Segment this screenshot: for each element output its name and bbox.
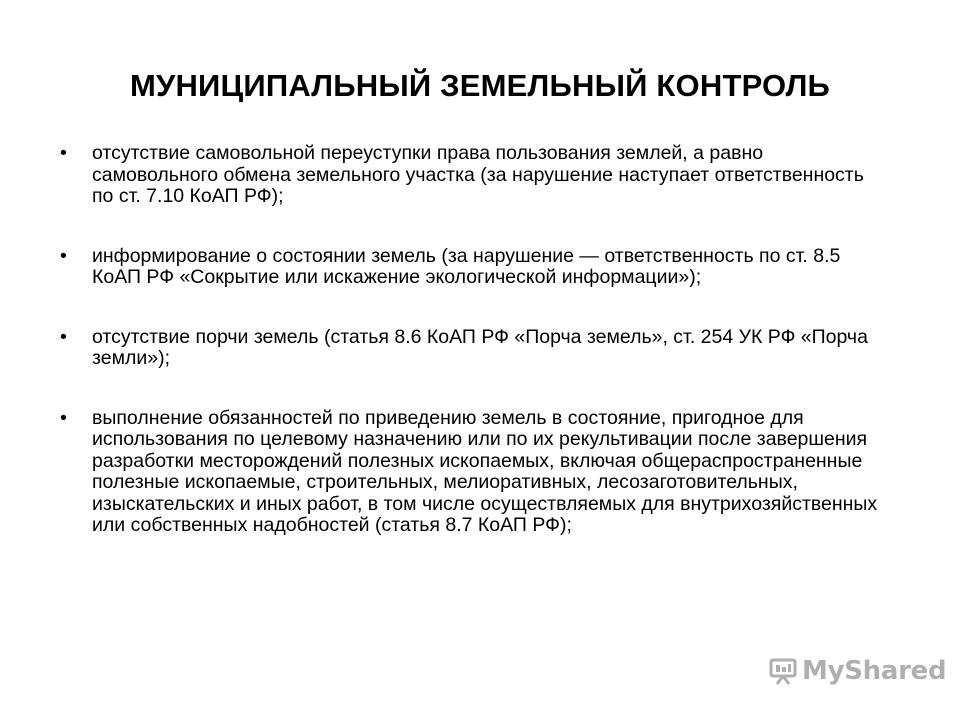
bullet-text: информирование о состоянии земель (за нарушение — ответственность по ст. 8.5 КоАП РФ «Сокрытие или искажение экологической информации»); xyxy=(92,244,841,288)
projector-screen-icon xyxy=(768,656,798,686)
bullet-item xyxy=(60,408,890,537)
bullet-marker: • xyxy=(60,244,67,267)
bullet-list xyxy=(60,143,890,537)
bullet-marker: • xyxy=(60,406,67,429)
bullet-text: выполнение обязанностей по приведению земель в состояние, пригодное для использования по целевому назначению или по их рекультивации после завершения разработки месторождений полезных ископаемых, включая общераспространенные полезные ископаемые, строительных, мелиоративных, лесозаготовительных, изыскательских и иных работ, в том числе осуществляемых для внутрихозяйственных или собственных надобностей (статья 8.7 КоАП РФ); xyxy=(92,406,878,536)
bullet-text: отсутствие самовольной переуступки права пользования землей, а равно самовольного обмена земельного участка (за нарушение наступает ответственность по ст. 7.10 КоАП РФ); xyxy=(92,142,864,207)
slide-title: МУНИЦИПАЛЬНЫЙ ЗЕМЕЛЬНЫЙ КОНТРОЛЬ xyxy=(129,68,831,103)
watermark-text: MyShared xyxy=(802,656,947,686)
bullet-item xyxy=(60,327,890,370)
bullet-item xyxy=(60,143,890,208)
bullet-item xyxy=(60,246,890,289)
watermark-logo xyxy=(768,654,946,688)
bullet-marker: • xyxy=(60,142,67,164)
bullet-text: отсутствие порчи земель (статья 8.6 КоАП РФ «Порча земель», ст. 254 УК РФ «Порча земли»); xyxy=(92,325,868,369)
bullet-marker: • xyxy=(60,325,67,348)
